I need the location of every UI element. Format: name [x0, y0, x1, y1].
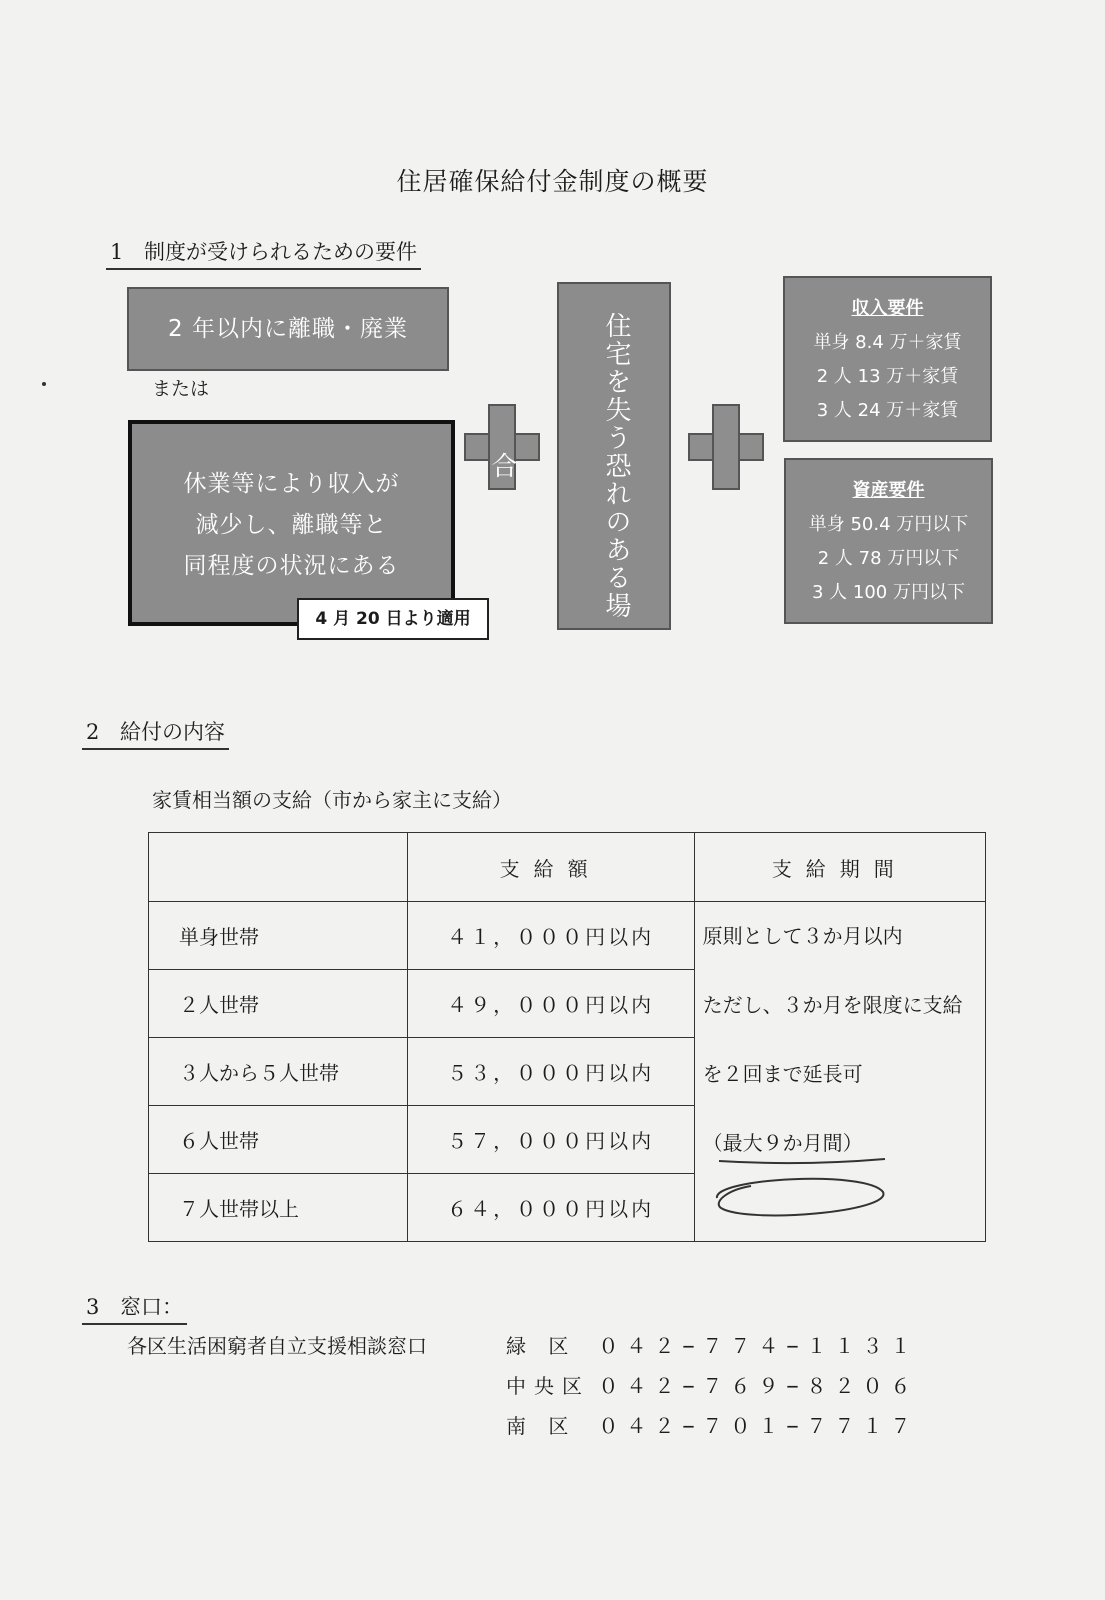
income-requirement-box: [783, 276, 992, 442]
period-text: [703, 902, 963, 1178]
asset-requirement-line: 2 人 78 万円以下: [817, 548, 960, 569]
household-cell: ７人世帯以上: [149, 1174, 408, 1242]
handwritten-underline: [717, 1154, 887, 1168]
requirement-box-job-loss: 2 年以内に離職・廃業: [127, 287, 449, 371]
section-1-heading: [106, 236, 421, 270]
requirement-box-income-decrease: [128, 420, 455, 626]
contact-label: 各区生活困窮者自立支援相談窓口: [127, 1334, 427, 1358]
contact-row: [506, 1410, 918, 1439]
amount-cell: ４９，０００円以内: [407, 970, 694, 1038]
period-cell: [694, 902, 985, 1242]
housing-risk-text: 住宅を失う恐れのある場合: [487, 312, 631, 620]
table-header-cell: [149, 833, 408, 902]
plus-icon: [688, 404, 764, 490]
phone-number: ０４２−７７４−１１３１: [598, 1334, 919, 1358]
handwritten-circle: [707, 1168, 889, 1224]
table-row: [149, 902, 986, 970]
asset-requirement-title: 資産要件: [852, 480, 925, 501]
asset-requirement-box: [784, 458, 993, 624]
contact-row: [506, 1330, 918, 1359]
section-1-title: 制度が受けられるための要件: [144, 240, 417, 264]
household-cell: ３人から５人世帯: [149, 1038, 408, 1106]
income-requirement-title: 収入要件: [851, 298, 924, 319]
income-requirement-line: 2 人 13 万＋家賃: [816, 366, 959, 387]
household-cell: 単身世帯: [149, 902, 408, 970]
amount-cell: ５７，０００円以内: [407, 1106, 694, 1174]
section-2-heading: [82, 716, 229, 750]
amount-cell: ６４，０００円以内: [407, 1174, 694, 1242]
income-decrease-line: 減少し、離職等と: [195, 512, 388, 538]
period-line: 原則として３か月以内: [702, 924, 903, 948]
ward-name: 中央区: [506, 1374, 590, 1398]
amount-cell: ４１，０００円以内: [407, 902, 694, 970]
income-decrease-line: 休業等により収入が: [183, 471, 400, 497]
ward-name: 緑 区: [506, 1334, 577, 1358]
apply-date-tag: 4 月 20 日より適用: [297, 598, 489, 640]
income-requirement-line: 3 人 24 万＋家賃: [816, 400, 959, 421]
document-title: 住居確保給付金制度の概要: [396, 167, 709, 196]
table-header-amount: 支給額: [407, 833, 694, 902]
section-3-number: 3: [86, 1295, 100, 1319]
housing-risk-box: [487, 282, 671, 630]
income-decrease-line: 同程度の状況にある: [183, 553, 400, 579]
section-3-heading: [82, 1291, 187, 1325]
section-2-number: 2: [86, 720, 100, 744]
section-1-number: 1: [110, 240, 124, 264]
table-header-period: 支給期間: [694, 833, 985, 902]
stray-dot: [42, 382, 46, 386]
phone-number: ０４２−７０１−７７１７: [598, 1414, 919, 1438]
section-3-title: 窓口：: [120, 1295, 183, 1319]
asset-requirement-line: 3 人 100 万円以下: [812, 582, 965, 603]
period-line: ただし、３か月を限度に支給: [702, 993, 963, 1017]
benefit-table: [148, 832, 986, 1242]
table-header-row: [149, 833, 986, 902]
or-label: または: [152, 378, 210, 400]
period-line: （最大９か月間）: [702, 1131, 863, 1155]
contact-row: [506, 1370, 918, 1399]
phone-number: ０４２−７６９−８２０６: [598, 1374, 919, 1398]
asset-requirement-line: 単身 50.4 万円以下: [808, 514, 969, 535]
income-requirement-line: 単身 8.4 万＋家賃: [813, 332, 962, 353]
benefit-subheading: 家賃相当額の支給（市から家主に支給）: [152, 788, 512, 812]
period-line: を２回まで延長可: [702, 1062, 863, 1086]
household-cell: ６人世帯: [149, 1106, 408, 1174]
household-cell: ２人世帯: [149, 970, 408, 1038]
section-2-title: 給付の内容: [120, 720, 225, 744]
amount-cell: ５３，０００円以内: [407, 1038, 694, 1106]
ward-name: 南 区: [506, 1414, 577, 1438]
